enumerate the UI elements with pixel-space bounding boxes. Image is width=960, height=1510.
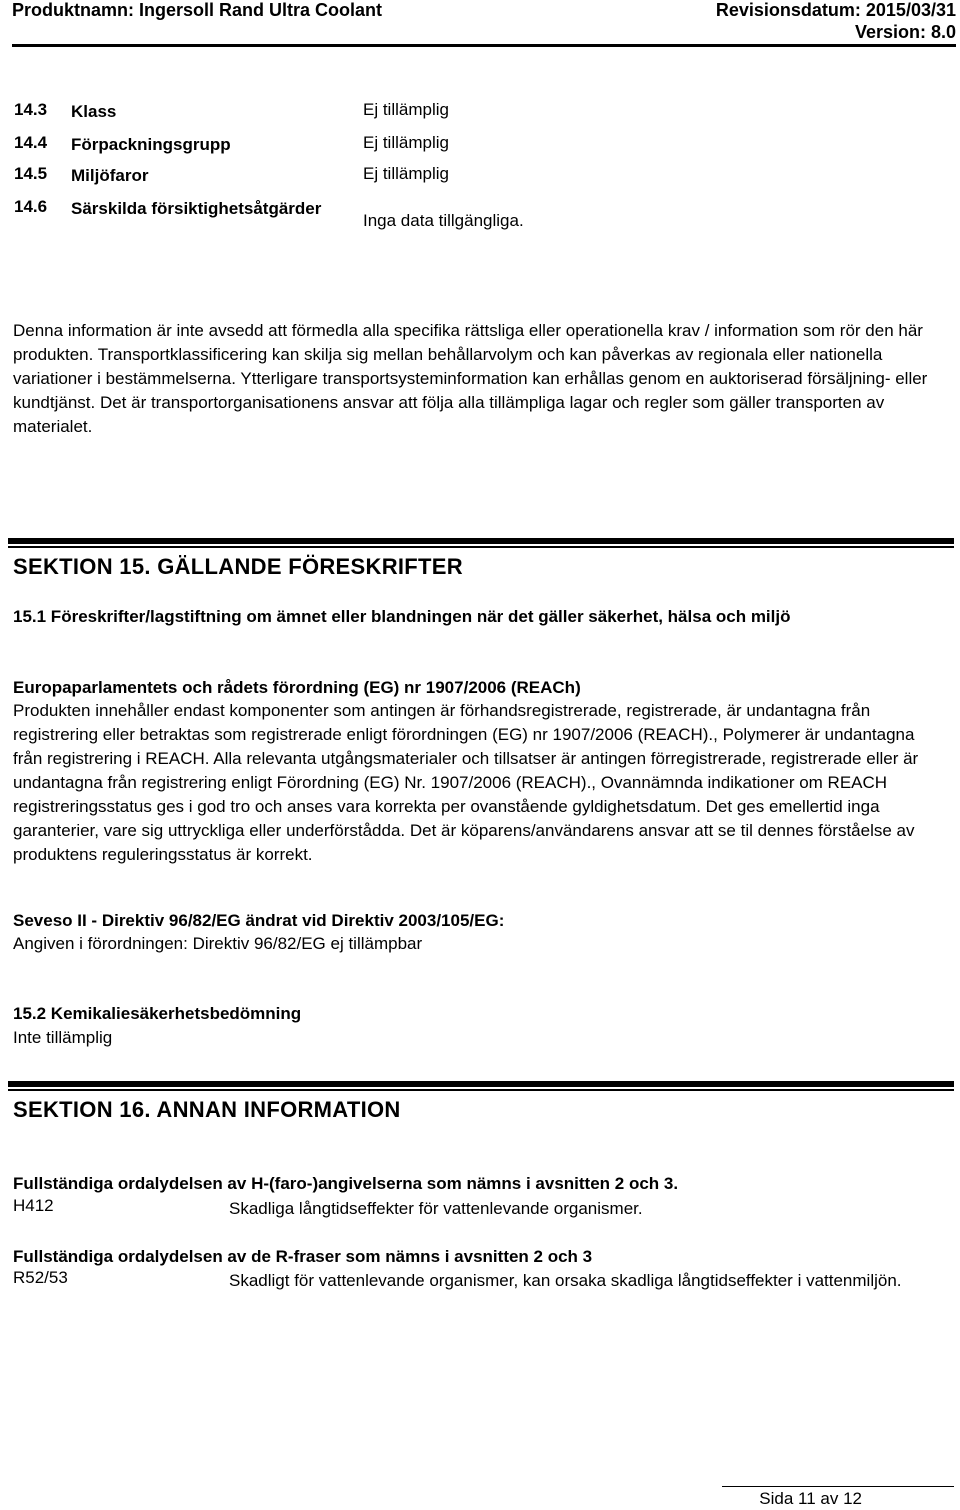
row-label: Särskilda försiktighetsåtgärder [71,199,322,218]
h-statements-heading: Fullständiga ordalydelsen av H-(faro-)angivelserna som nämns i avsnitten 2 och 3. [13,1174,679,1193]
r-text: Skadligt för vattenlevande organismer, kan orsaka skadliga långtidseffekter i vattenmiljön. [229,1271,902,1290]
section-16-rule [8,1081,954,1091]
reach-heading: Europaparlamentets och rådets förordning (EG) nr 1907/2006 (REACh) [13,678,581,697]
footer-rule [722,1486,954,1487]
header-rule [12,44,956,47]
row-label: Förpackningsgrupp [71,135,231,154]
row-label: Miljöfaror [71,166,149,185]
row-number: 14.4 [14,133,48,152]
section-15-title: SEKTION 15. GÄLLANDE FÖRESKRIFTER [13,554,463,579]
page-number: Sida 11 av 12 [759,1489,862,1508]
seveso-heading: Seveso II - Direktiv 96/82/EG ändrat vid Direktiv 2003/105/EG: [13,911,505,930]
section-15-1-heading: 15.1 Föreskrifter/lagstiftning om ämnet eller blandningen när det gäller säkerhet, hälsa och miljö [13,607,791,626]
section-15-2-heading: 15.2 Kemikaliesäkerhetsbedömning [13,1004,302,1023]
page-header [0,0,960,44]
row-number: 14.5 [14,164,48,183]
revision-date: Revisionsdatum: 2015/03/31 [715,0,956,20]
row-label: Klass [71,102,117,121]
section-16-title: SEKTION 16. ANNAN INFORMATION [13,1097,401,1122]
seveso-text: Angiven i förordningen: Direktiv 96/82/EG ej tillämpbar [13,934,423,953]
row-value: Ej tillämplig [363,100,449,119]
r-code: R52/53 [13,1268,68,1287]
section-15-2-text: Inte tillämplig [13,1028,113,1047]
h-code: H412 [13,1196,54,1215]
row-value: Ej tillämplig [363,133,449,152]
product-name: Produktnamn: Ingersoll Rand Ultra Coolant [12,0,383,20]
row-number: 14.6 [14,197,48,216]
transport-note: Denna information är inte avsedd att förmedla alla specifika rättsliga eller operationella krav / information som rör den här produkten. Transportklassificering kan skilja sig mellan behållarvolym och kan påverkas av regionala eller nationella variationer i bestämmelserna. Ytterligare transportsysteminformation kan erhållas genom en auktoriserad försäljning- eller kundtjänst. Det är transportorganisationens ansvar att följa alla tillämpliga lagar och regler som gäller transporten av materialet. [13,321,928,436]
row-number: 14.3 [14,100,48,119]
reach-text: Produkten innehåller endast komponenter som antingen är förhandsregistrerade, registrerade, är undantagna från registrering eller betraktas som registrerade enligt förordningen (EG) nr 1907/2006 (REACH)., Polymerer är undantagna från registrering i REACH. Alla relevanta utgångsmaterialer och tillsatser är antingen förregistrerade, registrerade eller är undantagna från registrering enligt Förordning (EG) Nr. 1907/2006 (REACH)., Ovannämnda indikationer om REACH registreringsstatus ges i god tro och anses vara korrekta per ovanstående gyldighetsdatum. Det ges emellertid inga garanterier, vare sig uttryckliga eller underförstådda. Det är köparens/användarens ansvar att se til dennes förståelse av produktens reguleringsstatus är korrekt. [13,701,919,864]
h-text: Skadliga långtidseffekter för vattenlevande organismer. [229,1199,643,1218]
section-15-rule [8,538,954,548]
r-phrases-heading: Fullständiga ordalydelsen av de R-fraser som nämns i avsnitten 2 och 3 [13,1247,593,1266]
row-value: Inga data tillgängliga. [363,211,524,230]
version: Version: 8.0 [854,22,956,42]
row-value: Ej tillämplig [363,164,449,183]
